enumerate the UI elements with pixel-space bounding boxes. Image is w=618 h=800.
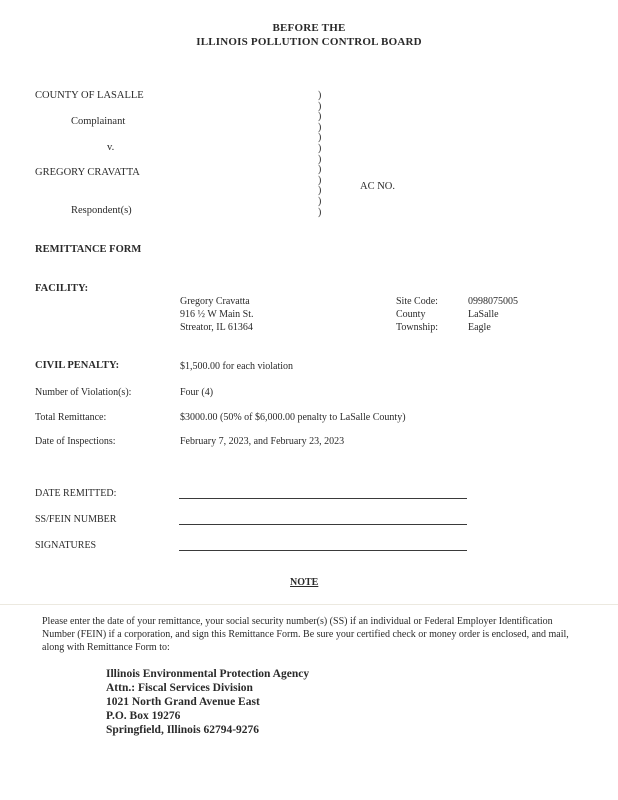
facility-label: FACILITY: [35, 283, 89, 294]
township-value: Eagle [468, 322, 491, 333]
violations-label: Number of Violation(s): [35, 387, 132, 398]
respondent-role: Respondent(s) [71, 205, 132, 216]
header-line-1: BEFORE THE [272, 22, 346, 34]
ssfein-label: SS/FEIN NUMBER [35, 514, 117, 525]
paren: ) [318, 206, 322, 218]
versus-label: v. [107, 142, 115, 153]
county-value: LaSalle [468, 309, 499, 320]
paren: ) [318, 111, 322, 123]
form-title: REMITTANCE FORM [35, 244, 142, 255]
paren: ) [318, 174, 322, 186]
facility-street: 916 ½ W Main St. [180, 309, 254, 320]
paren: ) [318, 132, 322, 144]
section-divider [0, 604, 618, 605]
address-line-4: P.O. Box 19276 [106, 710, 181, 722]
township-label: Township: [396, 322, 439, 333]
address-line-1: Illinois Environmental Protection Agency [106, 668, 310, 680]
paren: ) [318, 100, 322, 112]
ssfein-field[interactable] [179, 524, 467, 525]
violations-value: Four (4) [180, 387, 214, 398]
case-number-label: AC NO. [360, 181, 396, 192]
site-code-value: 0998075005 [468, 296, 518, 307]
inspection-dates-value: February 7, 2023, and February 23, 2023 [180, 436, 345, 447]
civil-penalty-label: CIVIL PENALTY: [35, 360, 120, 371]
paren: ) [318, 164, 322, 176]
civil-penalty-value: $1,500.00 for each violation [180, 361, 294, 372]
note-text: Please enter the date of your remittance, your social security number(s) (SS) if an individual or Federal Employer Identification Number (FEIN) if a corporation, and sign this Remittance Form. Be sure your certified check or money order is enclosed, and mail, along with Remittance Form to: [42, 616, 569, 653]
signatures-field[interactable] [179, 550, 467, 551]
paren: ) [318, 142, 322, 154]
address-line-2: Attn.: Fiscal Services Division [106, 682, 253, 694]
county-label: County [396, 309, 426, 320]
complainant-name: COUNTY OF LASALLE [35, 90, 144, 101]
respondent-name: GREGORY CRAVATTA [35, 167, 140, 178]
inspection-dates-label: Date of Inspections: [35, 436, 116, 447]
paren: ) [318, 90, 322, 101]
address-line-3: 1021 North Grand Avenue East [106, 696, 260, 708]
facility-city: Streator, IL 61364 [180, 322, 253, 333]
header-line-2: ILLINOIS POLLUTION CONTROL BOARD [196, 36, 422, 48]
note-title: NOTE [290, 577, 319, 588]
signatures-label: SIGNATURES [35, 540, 97, 551]
paren: ) [318, 185, 322, 197]
complainant-role: Complainant [71, 116, 126, 127]
address-line-5: Springfield, Illinois 62794-9276 [106, 724, 260, 736]
total-remittance-label: Total Remittance: [35, 412, 107, 423]
paren: ) [318, 195, 322, 207]
caption-parentheses [318, 91, 321, 218]
total-remittance-value: $3000.00 (50% of $6,000.00 penalty to LaSalle County) [180, 412, 406, 423]
paren: ) [318, 153, 322, 165]
address-block [106, 667, 309, 737]
date-remitted-field[interactable] [179, 498, 467, 499]
date-remitted-label: DATE REMITTED: [35, 488, 117, 499]
facility-name: Gregory Cravatta [180, 296, 250, 307]
site-code-label: Site Code: [396, 296, 438, 307]
paren: ) [318, 121, 322, 133]
